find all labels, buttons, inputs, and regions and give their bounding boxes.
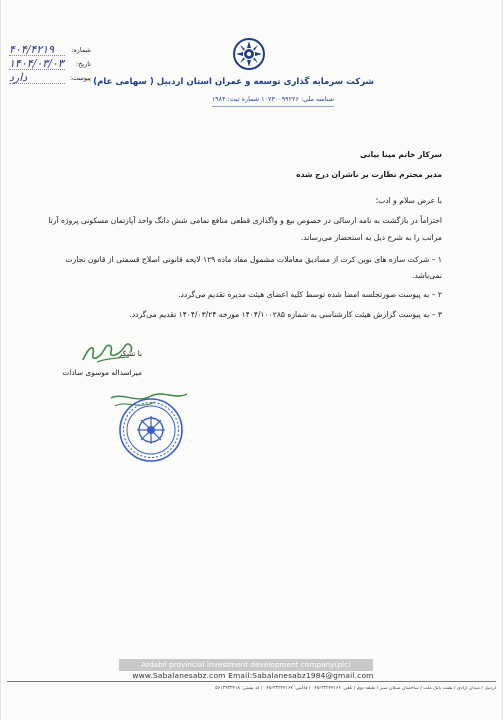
date-label: تاریخ:: [75, 60, 91, 68]
signatory-name: میراسداله موسوی سادات: [62, 368, 142, 377]
greeting: با عرض سلام و ادب؛: [375, 196, 442, 205]
footer-divider: [7, 681, 496, 682]
recipient-title: مدیر محترم نظارت بر ناشران درج شده: [296, 170, 442, 179]
closing-text: با تشکر: [118, 349, 142, 358]
attachment-label: پیوست:: [69, 74, 91, 82]
footer-web-email: www.Sabalanesabz.com Email:Sabalanesabz1984@gmail.com: [132, 671, 374, 680]
recipient-name: سرکار خانم مینا بیانی: [360, 150, 442, 159]
registration-line: شناسه ملی: ۱۰۷۳۰۰۹۹۲۲۶ شماره ثبت: ۱۹۸۴: [212, 95, 334, 107]
body-item-1: ۱ – شرکت سازه های نوین کرت از مصادیق معاملات مشمول مفاد ماده ۱۲۹ لایحه قانونی اصلاح قسمتی از قانون تجارت نمی‌باشد.: [65, 255, 442, 280]
body-item-3: ۳ – به پیوست گزارش هیئت کارشناسی به شماره ۱۴۰۴/۱۰۰۲۸۵ مورخه ۱۴۰۴/۰۳/۲۴ تقدیم می‌گردد.: [129, 310, 442, 319]
body-item-2: ۲ – به پیوست صورتجلسه امضا شده توسط کلیه اعضای هیئت مدیره تقدیم می‌گردد.: [178, 290, 442, 299]
footer-company-band: Ardabil provincial investment development company(plc): [119, 659, 373, 671]
number-value: ۴۰۴/۴۲۱۹: [9, 43, 55, 56]
footer-address: اردبیل / میدان آزادی / پشت بانک ملت / ساختمان سبلان سبز / طبقه دوم / تلفن: ۳۳۲۴۴۱۶۶-۰۴۵ / فاکس: ۳۳۲۴۴۱۶۷-۰۴۵ / کد پستی: ۵۶۱۳۹۳۳۴۱۸: [215, 686, 496, 691]
date-value: ۱۴۰۴/۰۳/۰۳: [9, 57, 64, 70]
attachment-value: دارد: [9, 71, 28, 84]
body-paragraph: احتراماً در بازگشت به نامه ارسالی در خصوص بیع و واگذاری قطعی منافع تمامی شش دانگ واحد آپارتمان مسکونی پروژه آرتا مراتب را به شرح ذیل به استحضار می‌رساند.: [48, 216, 442, 242]
number-label: شماره:: [71, 46, 91, 54]
meta-number-row: [9, 44, 91, 58]
meta-date-row: [9, 58, 91, 72]
company-stamp: [109, 388, 189, 464]
company-logo: [233, 38, 265, 70]
meta-attachment-row: [9, 72, 91, 86]
company-name: شرکت سرمایه گذاری توسعه و عمران استان اردبیل ( سهامی عام): [93, 77, 374, 87]
letter-meta: [9, 44, 91, 86]
signature-scribble: [79, 340, 137, 366]
